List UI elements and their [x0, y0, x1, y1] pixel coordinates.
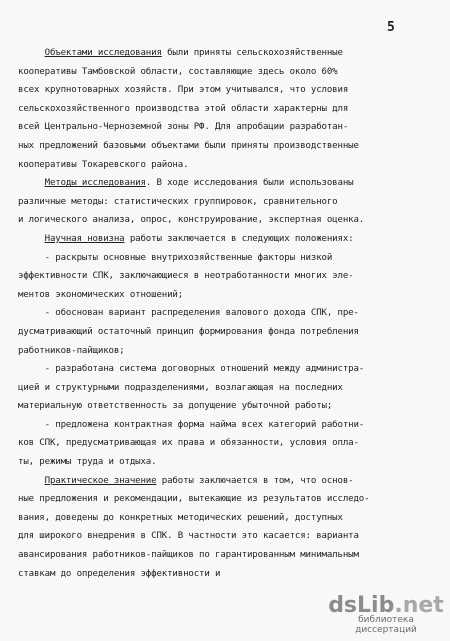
section-heading: Научная новизна: [44, 233, 125, 244]
text-line: [18, 249, 418, 268]
text-segment: ков СПК, предусматривающая их права и обязанности, условия опла-: [18, 438, 359, 449]
document-body: [18, 44, 418, 583]
text-line: [18, 527, 418, 546]
text-line: [18, 472, 418, 491]
text-line: [18, 81, 418, 100]
text-line: [18, 323, 418, 342]
text-segment: всей Центрально-Черноземной зоны РФ. Для апробации разработан-: [18, 122, 349, 133]
section-heading: Практическое значение: [44, 475, 157, 486]
text-segment: [18, 476, 45, 486]
text-segment: цией и структурными подразделениями, возлагающая на последних: [18, 382, 343, 393]
text-segment: были приняты сельскохозяйственные: [161, 48, 343, 58]
text-segment: для широкого внедрения в СПК. В частности это касается: варианта: [18, 531, 359, 542]
text-line: [18, 286, 418, 305]
text-segment: эффективности СПК, заключающиеся в неотработанности многих эле-: [18, 271, 354, 282]
text-segment: различные методы: статистических группировок, сравнительного: [18, 196, 338, 207]
text-segment: дусматривающий остаточный принцип формирования фонда потребления: [18, 326, 359, 337]
text-line: [18, 434, 418, 453]
text-line: [18, 118, 418, 137]
text-line: [18, 546, 418, 565]
watermark-subtitle: библиотека диссертаций: [355, 615, 417, 635]
text-segment: и логического анализа, опрос, конструирование, экспертная оценка.: [18, 215, 365, 226]
text-segment: сельскохозяйственного производства этой области характерны для: [18, 103, 349, 114]
text-segment: ных предложений базовыми объектами были приняты производственные: [18, 140, 359, 151]
text-line: [18, 565, 418, 584]
text-segment: - обоснован вариант распределения валового дохода СПК, пре-: [18, 308, 359, 319]
text-segment: работы заключается в том, что основ-: [156, 475, 354, 486]
text-segment: всех крупнотоварных хозяйств. При этом учитывался, что условия: [18, 85, 349, 96]
text-line: [18, 100, 418, 119]
text-segment: материальную ответственность за допущение убыточной работы;: [18, 401, 333, 412]
text-segment: [18, 234, 45, 244]
text-line: [18, 174, 418, 193]
text-line: [18, 193, 418, 212]
text-segment: - разработана система договорных отношений между администра-: [18, 364, 365, 375]
page-number: 5: [387, 20, 395, 35]
text-line: [18, 267, 418, 286]
watermark: [330, 593, 442, 635]
text-line: [18, 137, 418, 156]
text-line: [18, 379, 418, 398]
text-line: [18, 63, 418, 82]
text-segment: - предложена контрактная форма найма всех категорий работни-: [18, 419, 365, 430]
text-segment: ные предложения и рекомендации, вытекающие из результатов исследо-: [18, 494, 370, 505]
watermark-logo-ext: .net: [394, 593, 444, 618]
text-segment: ментов экономических отношений;: [18, 289, 184, 300]
text-segment: авансирования работников-пайщиков по гарантированным минимальным: [18, 550, 359, 561]
text-segment: [18, 178, 45, 188]
text-line: [18, 156, 418, 175]
text-line: [18, 211, 418, 230]
text-segment: работников-пайщиков;: [18, 345, 125, 356]
text-line: [18, 397, 418, 416]
text-segment: кооперативы Токаревского района.: [18, 159, 189, 170]
text-segment: . В ходе исследования были использованы: [145, 178, 354, 189]
section-heading: Методы исследования: [44, 178, 146, 189]
text-segment: вания, доведены до конкретных методических решений, доступных: [18, 512, 343, 523]
text-segment: работы заключается в следующих положениях:: [124, 233, 354, 244]
text-line: [18, 230, 418, 249]
text-line: [18, 509, 418, 528]
text-segment: [18, 48, 45, 58]
text-segment: кооперативы Тамбовской области, составляющие здесь около 60%: [18, 66, 338, 77]
text-line: [18, 342, 418, 361]
text-segment: - раскрыты основные внутрихозяйственные факторы низкой: [18, 252, 333, 263]
text-line: [18, 360, 418, 379]
text-segment: ты, режимы труда и отдыха.: [18, 457, 157, 468]
text-segment: ставкам до определения эффективности и: [18, 568, 221, 579]
text-line: [18, 453, 418, 472]
text-line: [18, 490, 418, 509]
text-line: [18, 304, 418, 323]
watermark-logo-main: dsLib: [328, 593, 395, 618]
section-heading: Объектами исследования: [44, 48, 162, 58]
text-line: [18, 44, 418, 63]
text-line: [18, 416, 418, 435]
